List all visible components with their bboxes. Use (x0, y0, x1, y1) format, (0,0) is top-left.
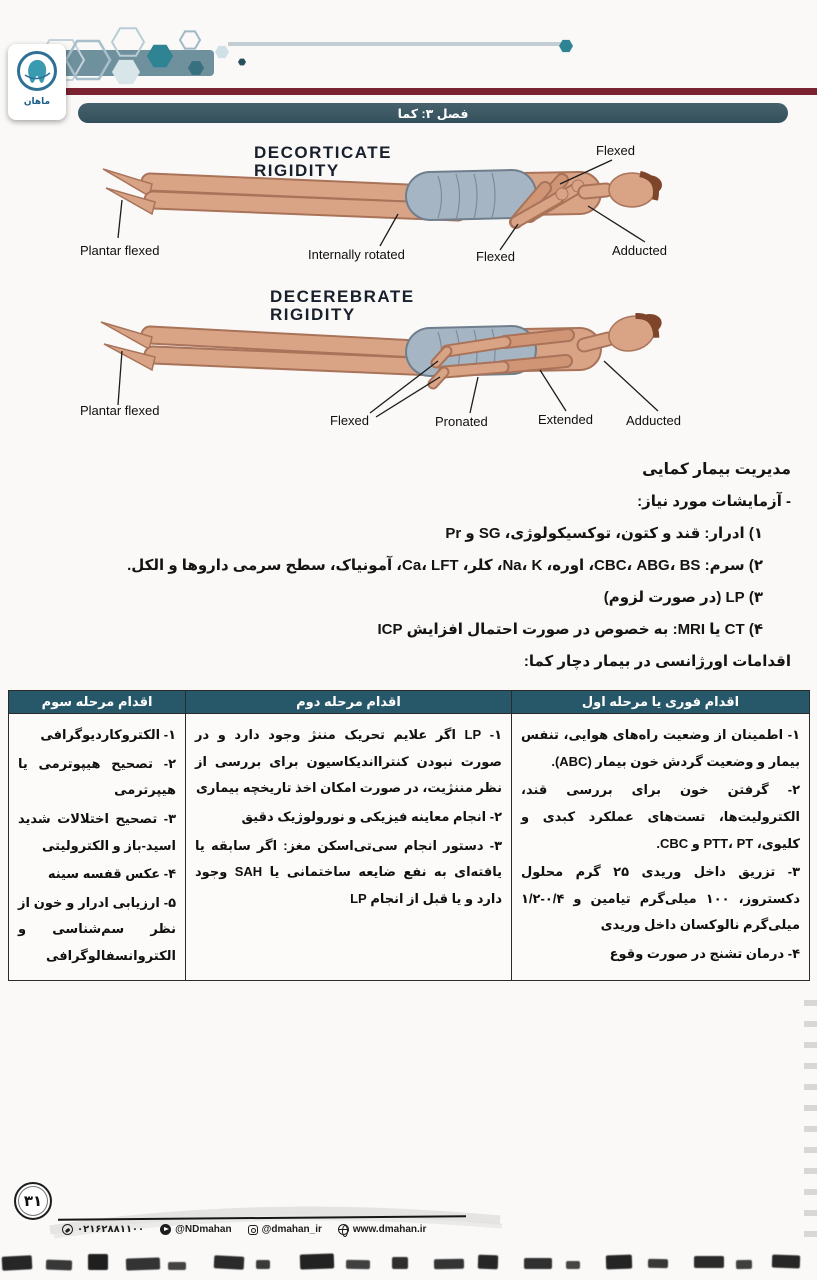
footer-website (338, 1224, 427, 1235)
footer-telegram (160, 1224, 231, 1235)
instagram-icon (248, 1225, 258, 1235)
table-cell-stage1 (512, 714, 810, 981)
table-cell-stage2 (186, 714, 512, 981)
table-item: ۴- درمان تشنج در صورت وقوع (609, 946, 800, 962)
page-number: ۳۱ (23, 1193, 43, 1210)
footer-website-text: www.dmahan.ir (352, 1224, 427, 1235)
figure1-title-line2: RIGIDITY (254, 161, 340, 180)
table-item: ۳- دستور انجام سی‌تی‌اسکن مغز: اگر سابقه یا یافته‌ای به نفع ضایعه ساختمانی یا SAH وجود دارد و یا قبل از انجام LP (195, 837, 503, 906)
table-item: ۲- انجام معاینه فیزیکی و نورولوژیک دقیق (241, 808, 502, 824)
table-body-row (9, 714, 810, 981)
table-header-stage1: اقدام فوری یا مرحله اول (512, 691, 810, 714)
page-number-badge (14, 1182, 52, 1220)
figure1-label-adducted: Adducted (612, 243, 667, 258)
table-header-row (9, 691, 810, 714)
section-title: مدیریت بیمار کمایی (642, 461, 791, 478)
decorticate-figure-illustration (0, 140, 817, 280)
table-item: ۱- اطمینان از وضعیت راه‌های هوایی، تنفس بیمار و وضعیت گردش خون بیمار (ABC). (521, 727, 800, 769)
table-item: ۱- الکتروکاردیوگرافی (40, 727, 176, 742)
footer-instagram-text: @dmahan_ir (261, 1224, 322, 1235)
chapter-title: فصل ۳: کما (397, 106, 469, 121)
figure1-title (254, 144, 392, 180)
test-item-urine: ۱) ادرار: قند و کتون، توکسیکولوژی، SG و Pr (445, 525, 763, 542)
tests-subtitle: - آزمایشات مورد نیاز: (637, 493, 791, 510)
table-item: ۲- گرفتن خون برای بررسی قند، الکترولیت‌ها، تست‌های عملکرد کبدی و کلیوی، PTT، PT و CBC. (521, 782, 800, 851)
tooth-logo-icon (15, 49, 59, 95)
figure2-label-plantar-flexed: Plantar flexed (80, 403, 160, 418)
figure2-title (270, 288, 415, 324)
figure1-label-flexed-arm: Flexed (596, 143, 636, 158)
figure1-label-plantar-flexed: Plantar flexed (80, 243, 160, 258)
table-cell-stage3 (9, 714, 186, 981)
table-header-stage3: اقدام مرحله سوم (9, 691, 186, 714)
table-header-stage2: اقدام مرحله دوم (186, 691, 512, 714)
figure2-label-extended: Extended (538, 412, 593, 427)
header-hexagon-decoration (0, 0, 817, 100)
table-item: ۵- ارزیابی ادرار و خون از نظر سم‌شناسی و الکتروانسفالوگرافی (18, 894, 176, 964)
globe-icon (338, 1224, 349, 1235)
figure1-title-line1: DECORTICATE (254, 143, 393, 162)
test-item-ct-mri: ۴) CT یا MRI: به خصوص در صورت احتمال افزایش ICP (377, 621, 763, 638)
footer-contact-row (62, 1224, 426, 1235)
figure2-title-line1: DECEREBRATE (270, 287, 415, 306)
table-item: ۳- تزریق داخل وریدی ۲۵ گرم محلول دکستروز، ۱۰۰ میلی‌گرم تیامین و ۰/۴-۱/۲ میلی‌گرم نالوکسان داخل وریدی (521, 864, 800, 933)
scan-artifact-strip (0, 1248, 817, 1280)
scan-edge-artifact (804, 985, 817, 1247)
figure2-label-pronated: Pronated (435, 414, 488, 429)
footer-instagram (248, 1224, 322, 1235)
publisher-logo (8, 44, 66, 120)
figure2-title-line2: RIGIDITY (270, 305, 356, 324)
table-item: ۴- عکس قفسه سینه (47, 866, 176, 882)
body-text-block (19, 460, 791, 684)
figure2-label-flexed: Flexed (330, 413, 370, 428)
telegram-icon (160, 1224, 171, 1235)
test-item-lp: ۳) LP (در صورت لزوم) (603, 589, 763, 606)
footer-phone (62, 1224, 144, 1235)
figure1-label-flexed-elbow: Flexed (476, 249, 516, 264)
footer-phone-text: ۰۲۱۶۲۸۸۱۱۰۰ (77, 1224, 145, 1235)
figure2-label-adducted: Adducted (626, 413, 681, 428)
chapter-title-bar (78, 103, 788, 123)
test-item-serum: ۲) سرم: CBC، ABG، BS، اوره، Na، K، کلر، Ca، LFT، آمونیاک، سطح سرمی داروها و الکل. (127, 557, 763, 574)
table-item: ۳- تصحیح اختلالات شدید اسید-باز و الکترولیتی (18, 810, 176, 853)
table-item: ۲- تصحیح هیپوترمی یا هیپرترمی (18, 755, 176, 798)
footer-telegram-text: @NDmahan (175, 1224, 232, 1235)
figure1-label-internally-rotated: Internally rotated (308, 247, 405, 262)
phone-icon (62, 1224, 73, 1235)
emergency-actions-table (8, 690, 810, 981)
table-intro: اقدامات اورژانسی در بیمار دچار کما: (523, 653, 791, 670)
table-item: ۱- LP اگر علایم تحریک مننژ وجود دارد و در صورت نبودن کنترااندیکاسیون برای بررسی از نظر مننژیت، در صورت امکان اخذ تاریخچه بیماری (195, 727, 502, 796)
logo-text: ماهان (23, 96, 51, 106)
